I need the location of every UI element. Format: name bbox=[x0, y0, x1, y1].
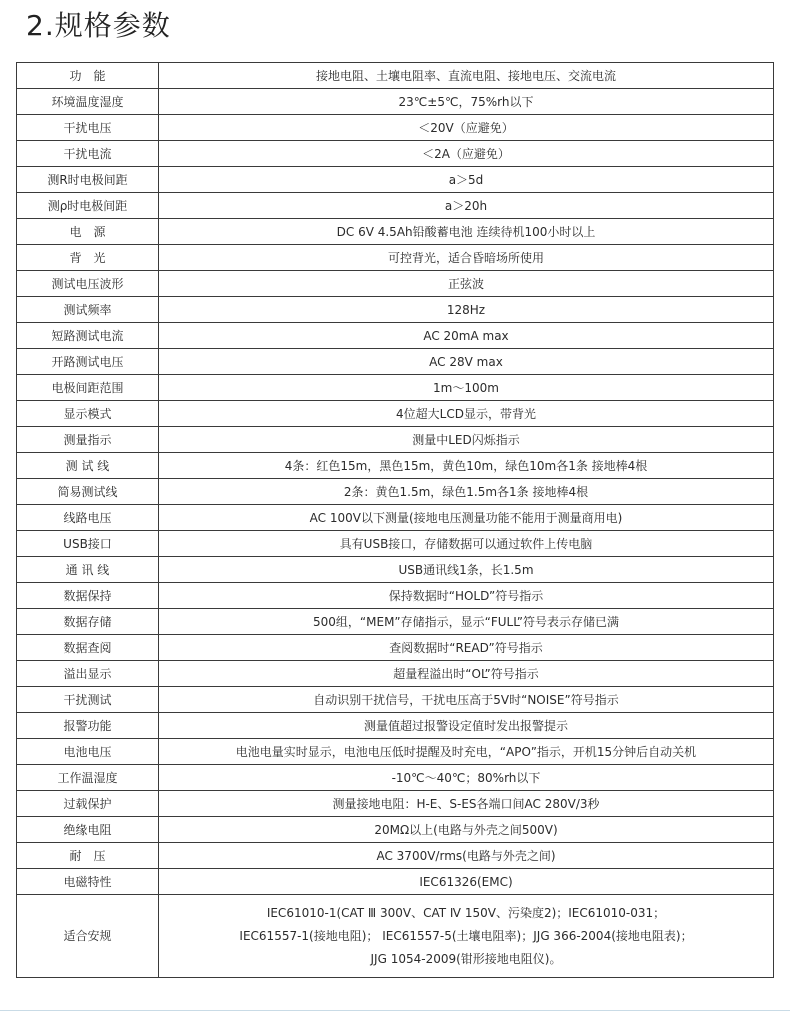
spec-value: 测量接地电阻：H-E、S-ES各端口间AC 280V/3秒 bbox=[159, 791, 774, 817]
spec-label: 测R时电极间距 bbox=[17, 167, 159, 193]
spec-label: 简易测试线 bbox=[17, 479, 159, 505]
spec-label: 开路测试电压 bbox=[17, 349, 159, 375]
spec-value: 超量程溢出时“OL”符号指示 bbox=[159, 661, 774, 687]
spec-value: 128Hz bbox=[159, 297, 774, 323]
spec-label: 数据保持 bbox=[17, 583, 159, 609]
compliance-row bbox=[17, 895, 774, 978]
table-row bbox=[17, 349, 774, 375]
table-row bbox=[17, 63, 774, 89]
table-row bbox=[17, 557, 774, 583]
table-row bbox=[17, 739, 774, 765]
spec-label: 电池电压 bbox=[17, 739, 159, 765]
spec-value: 电池电量实时显示，电池电压低时提醒及时充电，“APO”指示，开机15分钟后自动关机 bbox=[159, 739, 774, 765]
spec-label: 显示模式 bbox=[17, 401, 159, 427]
spec-label: 干扰电压 bbox=[17, 115, 159, 141]
spec-value: AC 3700V/rms(电路与外壳之间) bbox=[159, 843, 774, 869]
spec-label: 过载保护 bbox=[17, 791, 159, 817]
table-row bbox=[17, 167, 774, 193]
spec-label: 报警功能 bbox=[17, 713, 159, 739]
spec-value: 具有USB接口，存储数据可以通过软件上传电脑 bbox=[159, 531, 774, 557]
spec-label: 环境温度湿度 bbox=[17, 89, 159, 115]
spec-label: 背 光 bbox=[17, 245, 159, 271]
spec-label: 数据存储 bbox=[17, 609, 159, 635]
table-row bbox=[17, 219, 774, 245]
spec-value: 保持数据时“HOLD”符号指示 bbox=[159, 583, 774, 609]
table-row bbox=[17, 193, 774, 219]
spec-label: 测试频率 bbox=[17, 297, 159, 323]
spec-value: IEC61326(EMC) bbox=[159, 869, 774, 895]
spec-value: -10℃～40℃；80%rh以下 bbox=[159, 765, 774, 791]
spec-value: 正弦波 bbox=[159, 271, 774, 297]
table-row bbox=[17, 661, 774, 687]
spec-value: 可控背光，适合昏暗场所使用 bbox=[159, 245, 774, 271]
table-row bbox=[17, 817, 774, 843]
spec-label: 线路电压 bbox=[17, 505, 159, 531]
table-row bbox=[17, 687, 774, 713]
spec-label: 电极间距范围 bbox=[17, 375, 159, 401]
spec-value: 接地电阻、土壤电阻率、直流电阻、接地电压、交流电流 bbox=[159, 63, 774, 89]
table-row bbox=[17, 531, 774, 557]
table-row bbox=[17, 401, 774, 427]
spec-value: ＜20V（应避免） bbox=[159, 115, 774, 141]
spec-label: 干扰电流 bbox=[17, 141, 159, 167]
table-row bbox=[17, 375, 774, 401]
spec-value: 4位超大LCD显示，带背光 bbox=[159, 401, 774, 427]
spec-label: 测 试 线 bbox=[17, 453, 159, 479]
spec-value: USB通讯线1条，长1.5m bbox=[159, 557, 774, 583]
spec-value: AC 100V以下测量(接地电压测量功能不能用于测量商用电) bbox=[159, 505, 774, 531]
table-row bbox=[17, 323, 774, 349]
spec-value: 自动识别干扰信号，干扰电压高于5V时“NOISE”符号指示 bbox=[159, 687, 774, 713]
table-row bbox=[17, 583, 774, 609]
spec-label: 短路测试电流 bbox=[17, 323, 159, 349]
table-row bbox=[17, 271, 774, 297]
spec-label: 数据查阅 bbox=[17, 635, 159, 661]
spec-label: 工作温湿度 bbox=[17, 765, 159, 791]
spec-table bbox=[16, 62, 774, 978]
table-row bbox=[17, 245, 774, 271]
page-title: 2.规格参数 bbox=[26, 9, 171, 42]
spec-label: 电磁特性 bbox=[17, 869, 159, 895]
spec-label: 耐 压 bbox=[17, 843, 159, 869]
spec-value: AC 28V max bbox=[159, 349, 774, 375]
compliance-label: 适合安规 bbox=[17, 895, 159, 978]
spec-value: a＞20h bbox=[159, 193, 774, 219]
spec-value: 1m～100m bbox=[159, 375, 774, 401]
table-row bbox=[17, 713, 774, 739]
spec-value: 23℃±5℃，75%rh以下 bbox=[159, 89, 774, 115]
spec-table-body bbox=[17, 63, 774, 978]
spec-label: 通 讯 线 bbox=[17, 557, 159, 583]
spec-value: 测量值超过报警设定值时发出报警提示 bbox=[159, 713, 774, 739]
table-row bbox=[17, 115, 774, 141]
table-row bbox=[17, 141, 774, 167]
spec-value: 500组，“MEM”存储指示，显示“FULL”符号表示存储已满 bbox=[159, 609, 774, 635]
table-row bbox=[17, 297, 774, 323]
spec-value: 20MΩ以上(电路与外壳之间500V) bbox=[159, 817, 774, 843]
table-row bbox=[17, 765, 774, 791]
spec-value: 测量中LED闪烁指示 bbox=[159, 427, 774, 453]
compliance-line: IEC61557-1(接地电阻)； IEC61557-5(土壤电阻率)；JJG 366-2004(接地电阻表)； bbox=[239, 928, 693, 943]
spec-value: DC 6V 4.5Ah铅酸蓄电池 连续待机100小时以上 bbox=[159, 219, 774, 245]
spec-label: 功 能 bbox=[17, 63, 159, 89]
table-row bbox=[17, 505, 774, 531]
spec-label: 电 源 bbox=[17, 219, 159, 245]
spec-label: 测ρ时电极间距 bbox=[17, 193, 159, 219]
spec-value: 2条：黄色1.5m，绿色1.5m各1条 接地棒4根 bbox=[159, 479, 774, 505]
table-row bbox=[17, 427, 774, 453]
table-row bbox=[17, 869, 774, 895]
spec-value: a＞5d bbox=[159, 167, 774, 193]
table-row bbox=[17, 89, 774, 115]
table-row bbox=[17, 791, 774, 817]
table-row bbox=[17, 843, 774, 869]
bottom-divider bbox=[0, 1010, 790, 1011]
spec-label: USB接口 bbox=[17, 531, 159, 557]
spec-label: 测试电压波形 bbox=[17, 271, 159, 297]
compliance-value bbox=[159, 895, 774, 978]
spec-label: 测量指示 bbox=[17, 427, 159, 453]
table-row bbox=[17, 635, 774, 661]
table-row bbox=[17, 609, 774, 635]
table-row bbox=[17, 479, 774, 505]
spec-value: AC 20mA max bbox=[159, 323, 774, 349]
spec-value: 查阅数据时“READ”符号指示 bbox=[159, 635, 774, 661]
table-row bbox=[17, 453, 774, 479]
spec-label: 绝缘电阻 bbox=[17, 817, 159, 843]
spec-value: ＜2A（应避免） bbox=[159, 141, 774, 167]
spec-value: 4条：红色15m，黑色15m，黄色10m，绿色10m各1条 接地棒4根 bbox=[159, 453, 774, 479]
spec-label: 干扰测试 bbox=[17, 687, 159, 713]
compliance-line: IEC61010-1(CAT Ⅲ 300V、CAT Ⅳ 150V、污染度2)；IEC61010-031； bbox=[266, 905, 666, 920]
spec-label: 溢出显示 bbox=[17, 661, 159, 687]
compliance-line: JJG 1054-2009(钳形接地电阻仪)。 bbox=[370, 951, 562, 966]
